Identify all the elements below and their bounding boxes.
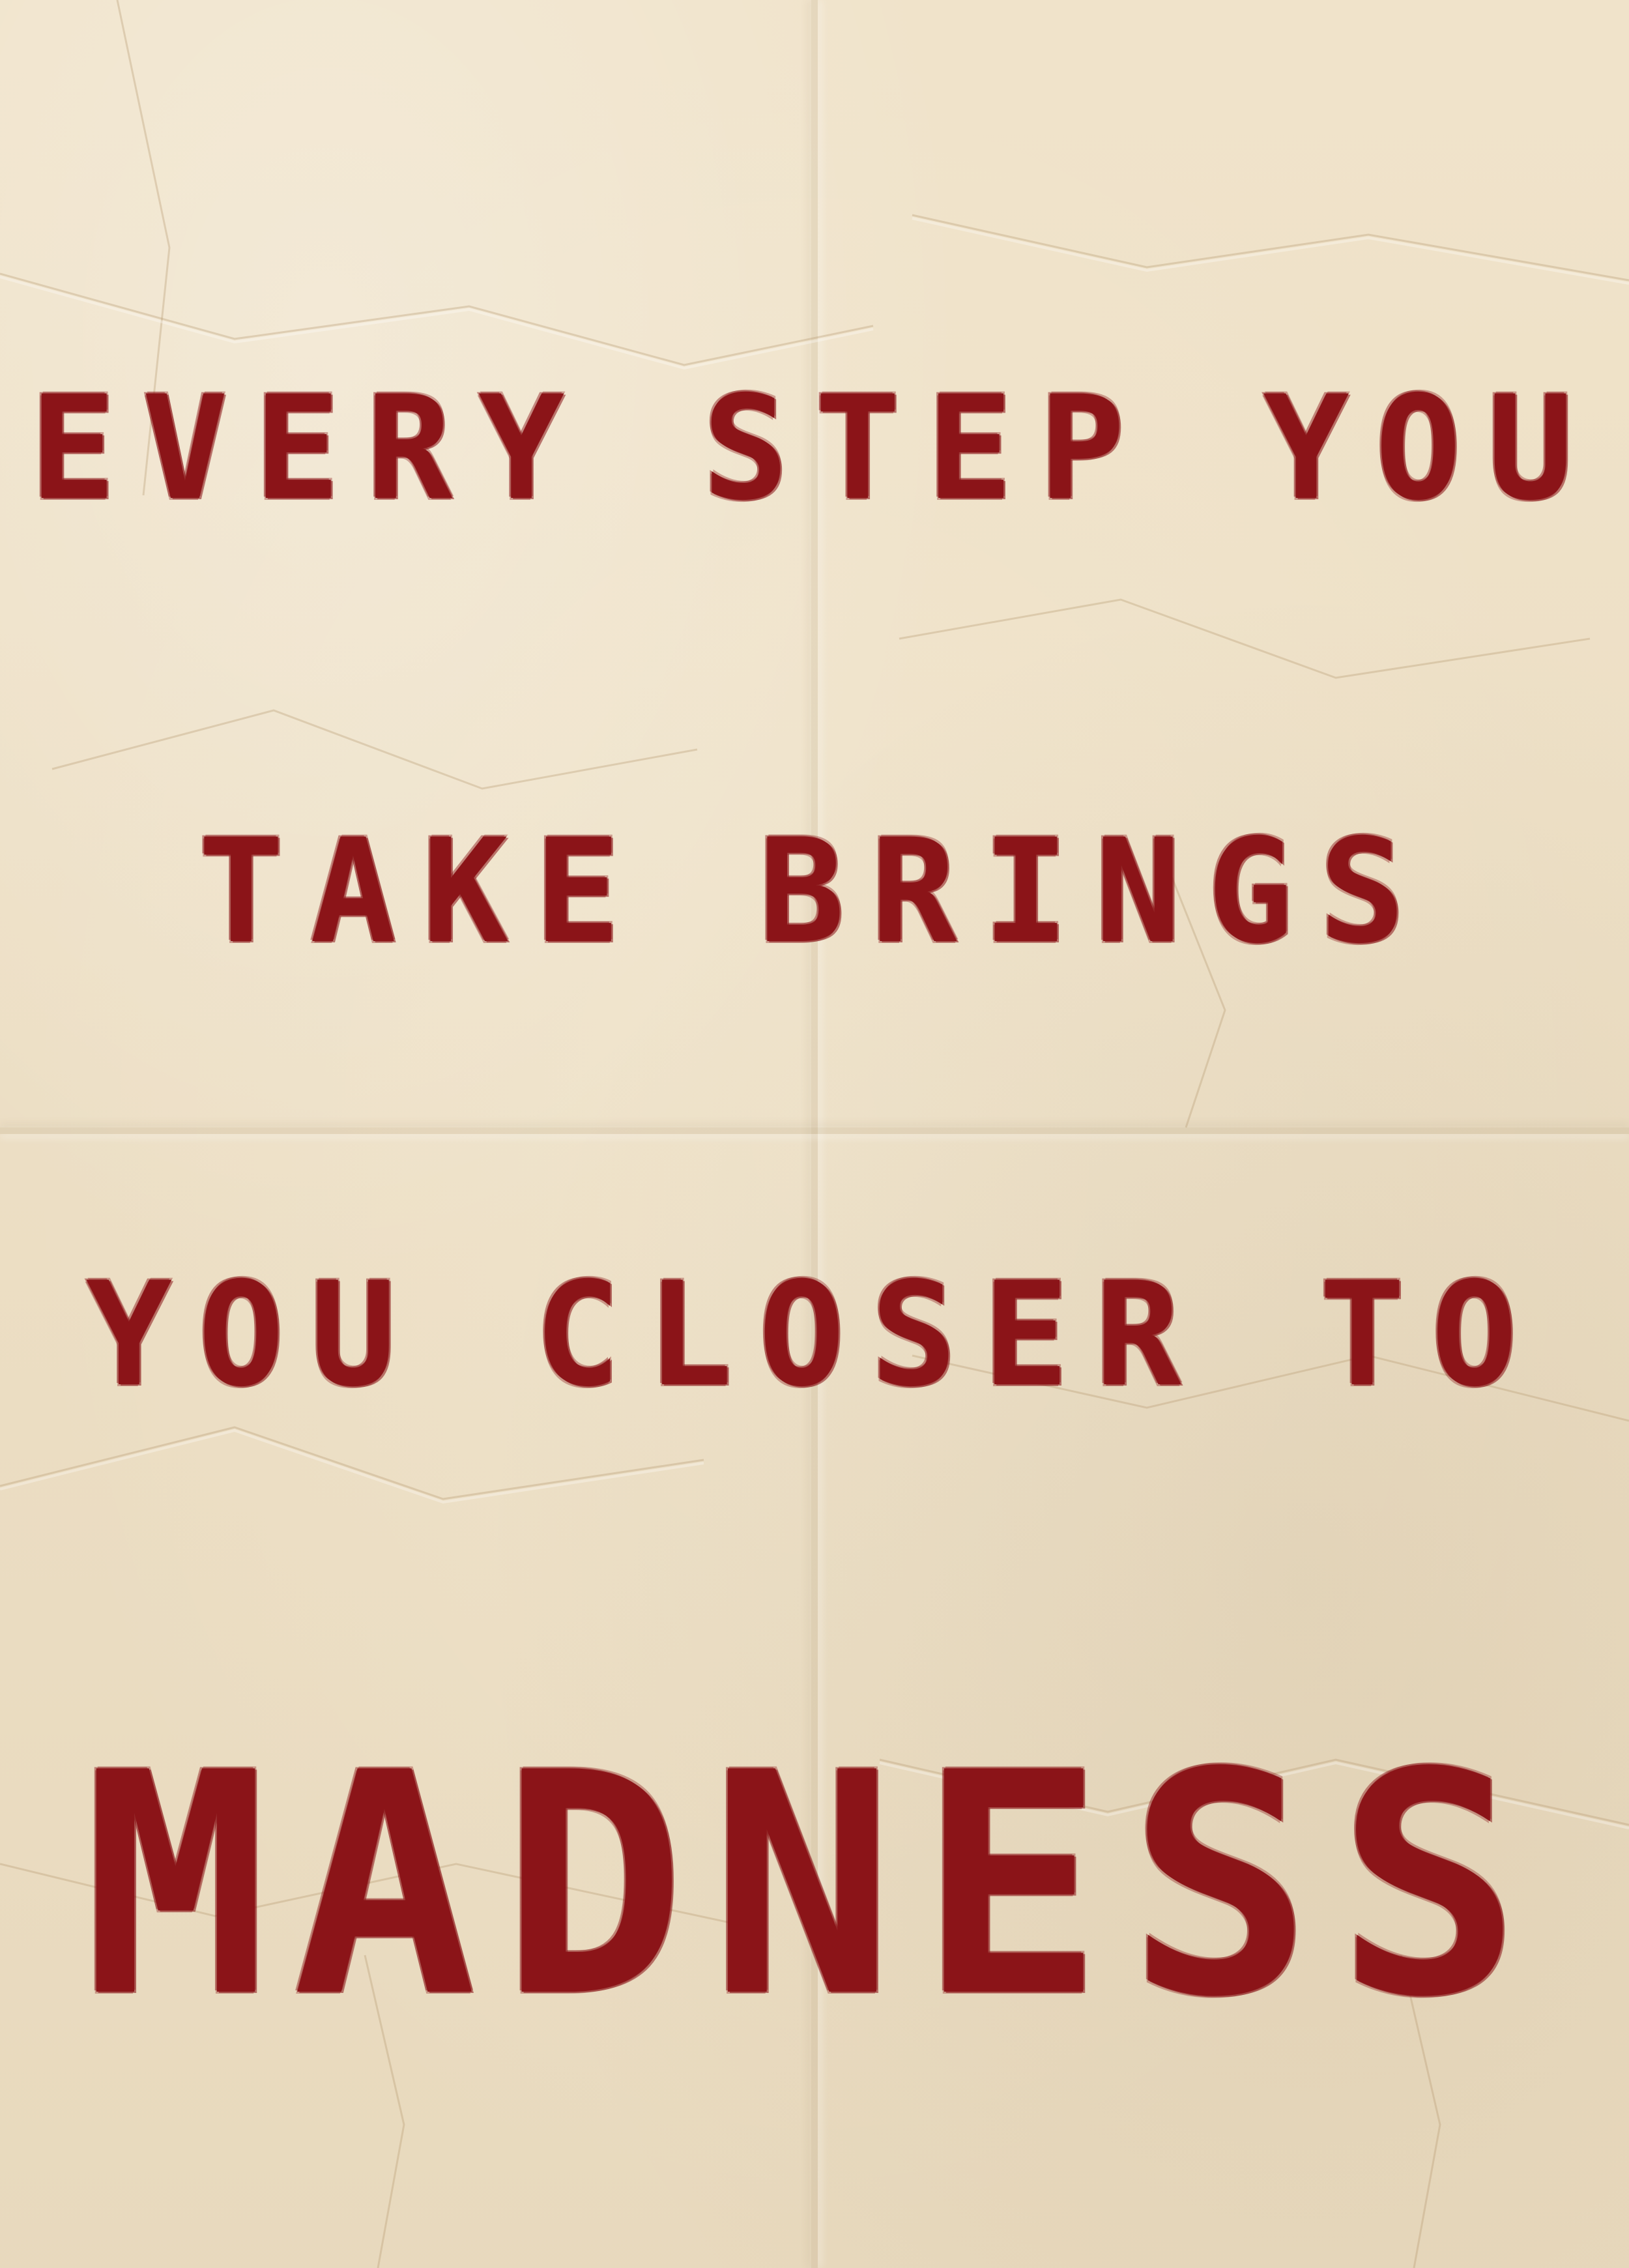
quote-line-3: YOU CLOSER TO — [85, 1251, 1544, 1418]
quote-line-1: EVERY STEP YOU — [29, 365, 1600, 532]
quote-line-madness: MADNESS — [83, 1708, 1546, 2064]
quote-line-2: TAKE BRINGS — [197, 808, 1432, 975]
